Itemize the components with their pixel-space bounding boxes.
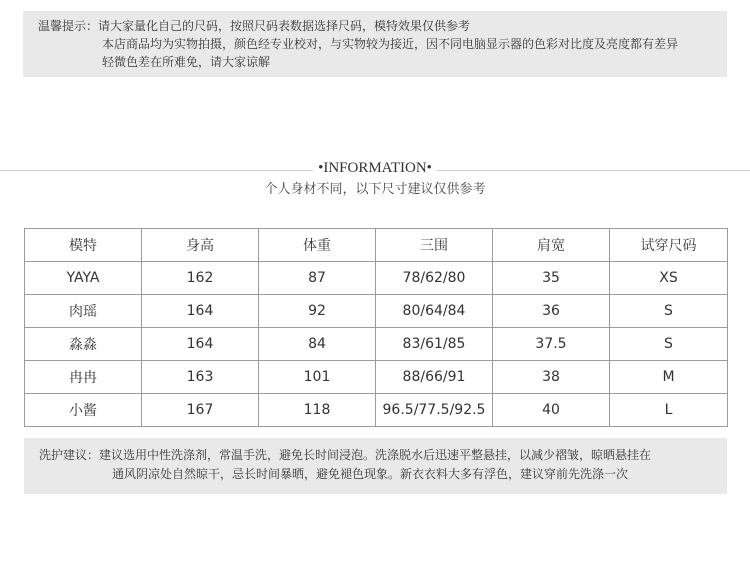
cell-weight: 87 — [259, 262, 376, 295]
information-title: •INFORMATION• — [313, 160, 437, 176]
cell-shoulder: 36 — [493, 295, 610, 328]
cell-height: 164 — [142, 295, 259, 328]
cell-model: 冉冉 — [25, 361, 142, 394]
cell-try-size: XS — [610, 262, 728, 295]
table-row — [25, 262, 728, 295]
notice-line-2: 本店商品均为实物拍摄，颜色经专业校对，与实物较为接近，因不同电脑显示器的色彩对比度及亮度都有差异 — [102, 37, 679, 51]
cell-try-size: S — [610, 328, 728, 361]
cell-model: YAYA — [25, 262, 142, 295]
table-header-row — [25, 229, 728, 262]
cell-weight: 92 — [259, 295, 376, 328]
cell-model: 肉瑶 — [25, 295, 142, 328]
cell-try-size: S — [610, 295, 728, 328]
cell-height: 163 — [142, 361, 259, 394]
cell-model: 淼淼 — [25, 328, 142, 361]
header-weight: 体重 — [259, 229, 376, 262]
cell-measurements: 88/66/91 — [376, 361, 493, 394]
cell-measurements: 78/62/80 — [376, 262, 493, 295]
care-line-2: 通风阴凉处自然晾干，忌长时间暴晒，避免褪色现象。新衣衣料大多有浮色，建议穿前先洗涤一次 — [112, 467, 629, 481]
size-table — [24, 228, 728, 427]
cell-try-size: M — [610, 361, 728, 394]
cell-height: 162 — [142, 262, 259, 295]
cell-height: 164 — [142, 328, 259, 361]
cell-shoulder: 40 — [493, 394, 610, 427]
header-try-size: 试穿尺码 — [610, 229, 728, 262]
cell-measurements: 96.5/77.5/92.5 — [376, 394, 493, 427]
table-row — [25, 361, 728, 394]
care-line-1: 洗护建议：建议选用中性洗涤剂，常温手洗，避免长时间浸泡。洗涤脱水后迅速平整悬挂，以减少褶皱，晾晒悬挂在 — [39, 448, 652, 462]
header-shoulder: 肩宽 — [493, 229, 610, 262]
cell-measurements: 80/64/84 — [376, 295, 493, 328]
cell-model: 小酱 — [25, 394, 142, 427]
care-box — [24, 438, 727, 494]
cell-height: 167 — [142, 394, 259, 427]
cell-shoulder: 38 — [493, 361, 610, 394]
information-heading — [0, 158, 750, 178]
notice-box — [23, 11, 727, 77]
header-measurements: 三围 — [376, 229, 493, 262]
header-height: 身高 — [142, 229, 259, 262]
table-row — [25, 328, 728, 361]
table-row — [25, 394, 728, 427]
cell-weight: 101 — [259, 361, 376, 394]
notice-line-3: 轻微色差在所难免，请大家谅解 — [102, 55, 271, 69]
cell-measurements: 83/61/85 — [376, 328, 493, 361]
cell-shoulder: 35 — [493, 262, 610, 295]
notice-line-1: 温馨提示：请大家量化自己的尺码，按照尺码表数据选择尺码，模特效果仅供参考 — [38, 19, 471, 33]
cell-weight: 84 — [259, 328, 376, 361]
table-row — [25, 295, 728, 328]
information-subtitle: 个人身材不同，以下尺寸建议仅供参考 — [264, 182, 486, 197]
cell-try-size: L — [610, 394, 728, 427]
cell-shoulder: 37.5 — [493, 328, 610, 361]
cell-weight: 118 — [259, 394, 376, 427]
header-model: 模特 — [25, 229, 142, 262]
